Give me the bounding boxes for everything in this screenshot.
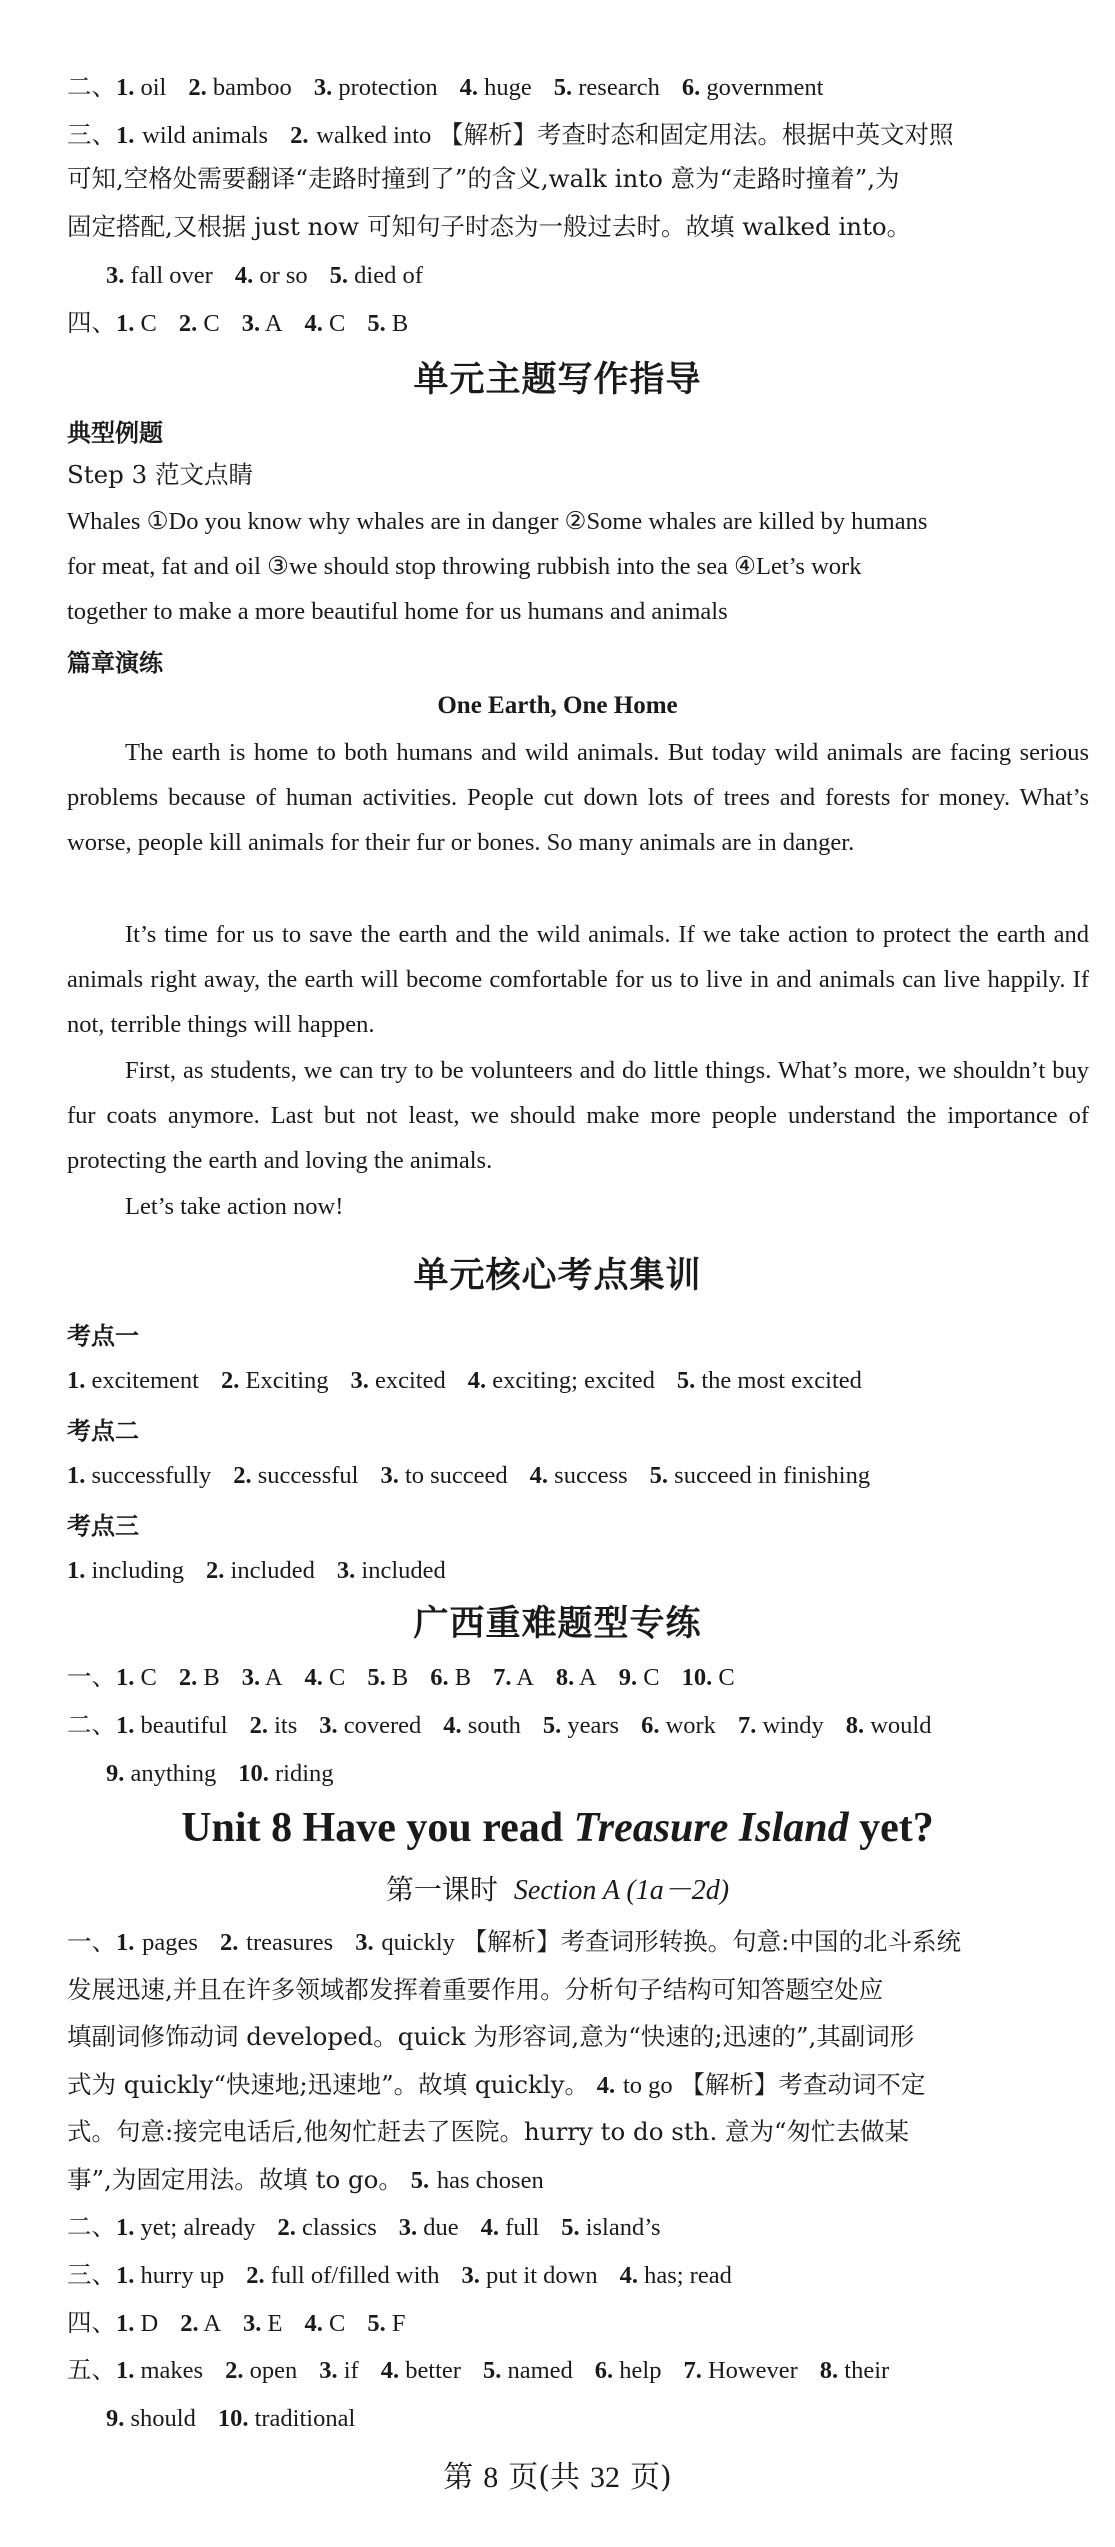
answer-item <box>319 2355 358 2384</box>
item-answer: C <box>322 310 346 337</box>
item-number: 4. <box>304 1664 323 1691</box>
item-number: 1. <box>116 2310 135 2337</box>
item-answer: hurry up <box>134 2262 225 2289</box>
answer-item <box>67 1555 184 1584</box>
example-line: for meat, fat and oil ③we should stop throwing rubbish into the sea ④Let’s work <box>67 553 862 580</box>
answer-item <box>399 2212 459 2241</box>
answer-item <box>543 1710 619 1739</box>
answer-item <box>683 2355 797 2384</box>
item-answer: died of <box>348 262 423 289</box>
item-number: 1. <box>67 1557 86 1584</box>
answer-item <box>305 2308 346 2337</box>
answer-list <box>116 1662 757 1691</box>
item-answer: classics <box>295 2214 377 2241</box>
item-number: 7. <box>737 1712 757 1739</box>
item-answer: D <box>134 2310 159 2337</box>
item-number: 4. <box>234 262 254 289</box>
answer-list <box>67 1365 884 1394</box>
item-answer: B <box>448 1664 472 1691</box>
explanation-line: 发展迅速,并且在许多领域都发挥着重要作用。分析句子结构可知答题空处应 <box>67 1975 884 2004</box>
item-answer: put it down <box>479 2262 598 2289</box>
answer-item <box>381 2355 461 2384</box>
item-answer: B <box>385 1664 409 1691</box>
item-number: 5. <box>676 1367 696 1394</box>
item-number: 3. <box>461 2262 480 2289</box>
answer-item <box>243 2308 282 2337</box>
answer-item <box>461 2260 597 2289</box>
item-number: 3. <box>336 1557 356 1584</box>
item-answer: excitement <box>85 1367 199 1394</box>
answer-row-san-2 <box>106 258 1115 293</box>
example-line: together to make a more beautiful home for us humans and animals <box>67 598 728 625</box>
item-answer: included <box>224 1557 315 1584</box>
answer-item <box>235 260 308 289</box>
item-answer: named <box>501 2357 573 2384</box>
item-number: 5. <box>367 2310 386 2337</box>
item-answer: protection <box>332 74 438 101</box>
answer-item <box>380 1460 507 1489</box>
item-number: 3. <box>313 74 333 101</box>
item-number: 1. <box>116 74 135 101</box>
point-3-answers <box>67 1553 1087 1588</box>
item-answer: covered <box>337 1712 422 1739</box>
page-footer: 第 8 页(共 32 页) <box>443 2460 672 2495</box>
item-number: 1. <box>116 310 135 337</box>
label-point-3: 考点三 <box>67 1512 139 1540</box>
item-answer: has; read <box>637 2262 732 2289</box>
item-answer: if <box>337 2357 359 2384</box>
answer-list <box>116 2260 754 2289</box>
item-answer: A <box>574 1664 597 1691</box>
item-number: 3. <box>106 262 125 289</box>
item-answer: help <box>613 2357 662 2384</box>
item-number: 5. <box>367 1664 386 1691</box>
answer-item <box>483 2355 573 2384</box>
label-typical: 典型例题 <box>67 419 163 447</box>
answer-item <box>238 1758 333 1787</box>
answer-item <box>314 72 438 101</box>
guangxi-row-er: 二、1. beautiful 2. its 3. covered 4. south 5. years 6. work 7. windy 8. would <box>67 1708 1087 1743</box>
answer-item <box>106 260 213 289</box>
answer-item <box>554 72 660 101</box>
item-answer: open <box>243 2357 298 2384</box>
item-number: 2. <box>178 1664 198 1691</box>
guangxi-row-yi: 一、1. C 2. B 3. A 4. C 5. B 6. B 7. A 8. A 9. C 10. C <box>67 1660 1087 1695</box>
item-answer: Exciting <box>239 1367 329 1394</box>
item-number: 9. <box>106 1760 125 1787</box>
item-number: 5. <box>561 2214 580 2241</box>
answer-item <box>846 1710 932 1739</box>
answer-item <box>620 2260 732 2289</box>
item-number: 2. <box>249 1712 268 1739</box>
item-number: 6. <box>594 2357 614 2384</box>
item-answer: C <box>712 1664 735 1691</box>
item-number: 4. <box>443 1712 462 1739</box>
answer-row-er: 二、1. oil 2. bamboo 3. protection 4. huge 5. research 6. government <box>67 70 1087 105</box>
item-answer: island’s <box>579 2214 661 2241</box>
item-answer: included <box>355 1557 446 1584</box>
item-number: 6. <box>681 74 701 101</box>
answer-list <box>106 260 445 289</box>
answer-list <box>116 1710 953 1739</box>
answer-list <box>106 2403 377 2432</box>
item-number: 3. <box>398 2214 418 2241</box>
book-title: Treasure Island <box>573 1805 849 1851</box>
label-point-1: 考点一 <box>67 1322 139 1350</box>
item-number: 4. <box>529 1462 549 1489</box>
item-number: 4. <box>459 74 479 101</box>
answer-list <box>116 2308 428 2337</box>
answer-item <box>319 1710 421 1739</box>
answer-item <box>619 1662 660 1691</box>
answer-list <box>116 2355 911 2384</box>
item-number: 5. <box>367 310 386 337</box>
explanation-line: 式为 quickly“快速地;迅速地”。故填 quickly。 4. to go 【解析】考查动词不定 <box>67 2070 926 2099</box>
answer-item <box>820 2355 889 2384</box>
point-1-answers <box>67 1363 1087 1398</box>
answer-item <box>556 1662 597 1691</box>
item-number: 3. <box>380 1462 399 1489</box>
answer-list <box>116 308 430 337</box>
essay-paragraph-2: It’s time for us to save the earth and the wild animals. If we take action to protect the earth and animals right away, the earth will become comfortable for us to live in and animals can live happily. If not, terrible things will happen. <box>67 921 1089 1038</box>
item-answer: successfully <box>85 1462 212 1489</box>
item-number: 1. <box>67 1462 86 1489</box>
section-heading-writing: 单元主题写作指导 <box>413 360 702 400</box>
item-number: 4. <box>619 2262 638 2289</box>
essay-title: One Earth, One Home <box>437 692 678 719</box>
item-answer: succeed in finishing <box>668 1462 871 1489</box>
answer-list <box>67 1555 468 1584</box>
item-number: 4. <box>380 2357 400 2384</box>
explanation-line: 可知,空格处需要翻译“走路时撞到了”的含义,walk into 意为“走路时撞着”,为 <box>67 164 900 193</box>
answer-item <box>67 1460 211 1489</box>
answer-item <box>337 1555 446 1584</box>
answer-item <box>67 1365 199 1394</box>
item-answer: C <box>322 1664 346 1691</box>
item-answer: government <box>700 74 824 101</box>
answer-item <box>677 1365 862 1394</box>
item-number: 10. <box>217 2405 249 2432</box>
item-answer: However <box>701 2357 798 2384</box>
item-answer: the most excited <box>695 1367 862 1394</box>
item-answer: A <box>260 310 283 337</box>
answer-item <box>460 72 532 101</box>
answer-item <box>116 72 166 101</box>
answer-item <box>682 1662 735 1691</box>
item-answer: C <box>637 1664 660 1691</box>
answer-item <box>242 308 283 337</box>
item-answer: success <box>548 1462 628 1489</box>
item-answer: exciting; excited <box>486 1367 655 1394</box>
item-answer: makes <box>134 2357 204 2384</box>
answer-item <box>250 1710 298 1739</box>
unit8-row-yi: 一、1. pages 2. treasures 3. quickly 【解析】考查词形转换。句意:中国的北斗系统 <box>67 1927 961 1956</box>
answer-item <box>180 2308 221 2337</box>
answer-item <box>443 1710 521 1739</box>
item-answer: C <box>134 1664 157 1691</box>
item-number: 8. <box>819 2357 839 2384</box>
item-answer: A <box>511 1664 534 1691</box>
answer-item <box>493 1662 534 1691</box>
item-number: 10. <box>238 1760 269 1787</box>
item-answer: successful <box>251 1462 359 1489</box>
answer-item <box>106 2403 196 2432</box>
answer-item <box>116 2308 158 2337</box>
answer-item <box>305 308 346 337</box>
item-number: 5. <box>649 1462 669 1489</box>
item-number: 6. <box>641 1712 660 1739</box>
answer-item <box>561 2212 660 2241</box>
item-answer: A <box>260 1664 283 1691</box>
answer-item <box>430 1662 471 1691</box>
answer-item <box>650 1460 870 1489</box>
item-answer: would <box>864 1712 932 1739</box>
item-number: 6. <box>430 1664 449 1691</box>
explanation-line: 固定搭配,又根据 just now 可知句子时态为一般过去时。故填 walked into。 <box>67 212 912 241</box>
item-answer: full <box>499 2214 540 2241</box>
unit-title: Unit 8 Have you read Treasure Island yet? <box>181 1805 934 1851</box>
item-number: 3. <box>241 1664 261 1691</box>
answer-item <box>116 1710 228 1739</box>
answer-item <box>641 1710 716 1739</box>
item-answer: oil <box>134 74 167 101</box>
item-number: 8. <box>845 1712 865 1739</box>
item-answer: B <box>197 1664 220 1691</box>
page-total: 32 <box>590 2461 620 2494</box>
answer-item <box>188 72 291 101</box>
answer-list <box>67 1460 892 1489</box>
item-number: 4. <box>480 2214 500 2241</box>
answer-item <box>367 2308 405 2337</box>
item-number: 4. <box>304 2310 323 2337</box>
essay-paragraph-3: First, as students, we can try to be volunteers and do little things. What’s more, we shouldn’t buy fur coats anymore. Last but not least, we should make more people understand the importance of protecting the earth and loving the animals. <box>67 1057 1089 1174</box>
item-number: 2. <box>246 2262 265 2289</box>
item-number: 1. <box>116 2357 135 2384</box>
item-number: 1. <box>116 1664 135 1691</box>
answer-item <box>595 2355 662 2384</box>
essay-paragraph-1: The earth is home to both humans and wild animals. But today wild animals are facing serious problems because of human activities. People cut down lots of trees and forests for money. What’s worse, people kill animals for their fur or bones. So many animals are in danger. <box>67 739 1089 856</box>
item-answer: including <box>85 1557 185 1584</box>
answer-item <box>468 1365 655 1394</box>
essay-paragraph-4: Let’s take action now! <box>125 1193 344 1220</box>
item-number: 2. <box>178 310 198 337</box>
item-answer: C <box>322 2310 346 2337</box>
explanation-line: 填副词修饰动词 developed。quick 为形容词,意为“快速的;迅速的”,其副词形 <box>67 2022 915 2051</box>
item-number: 2. <box>233 1462 252 1489</box>
item-answer: beautiful <box>134 1712 228 1739</box>
item-number: 1. <box>116 1712 135 1739</box>
item-number: 1. <box>67 1367 86 1394</box>
item-number: 3. <box>319 1712 338 1739</box>
item-answer: years <box>561 1712 620 1739</box>
answer-list <box>106 1758 356 1787</box>
item-answer: research <box>572 74 660 101</box>
answer-item <box>116 2355 203 2384</box>
answer-item <box>530 1460 628 1489</box>
item-answer: its <box>267 1712 298 1739</box>
example-line: Whales ①Do you know why whales are in danger ②Some whales are killed by humans <box>67 508 928 535</box>
item-answer: yet; already <box>134 2214 256 2241</box>
item-answer: due <box>417 2214 459 2241</box>
answer-item <box>116 308 157 337</box>
step-label: Step 3 范文点睛 <box>67 460 253 489</box>
item-number: 2. <box>180 2310 199 2337</box>
explanation-line: 事”,为固定用法。故填 to go。 5. has chosen <box>67 2165 544 2194</box>
answer-list <box>116 72 845 101</box>
answer-item <box>367 1662 408 1691</box>
item-number: 2. <box>206 1557 225 1584</box>
item-number: 7. <box>683 2357 702 2384</box>
item-answer: A <box>198 2310 222 2337</box>
answer-item <box>367 308 408 337</box>
answer-item <box>106 1758 216 1787</box>
explanation-line: 式。句意:接完电话后,他匆忙赶去了医院。hurry to do sth. 意为“匆忙去做某 <box>67 2117 910 2146</box>
item-answer: F <box>385 2310 406 2337</box>
explanation: 【解析】考查时态和固定用法。根据中英文对照 <box>439 120 954 149</box>
item-answer: their <box>838 2357 890 2384</box>
guangxi-row-er-2 <box>106 1756 1115 1791</box>
item-answer: bamboo <box>206 74 292 101</box>
item-answer: C <box>134 310 157 337</box>
item-number: 2. <box>277 2214 296 2241</box>
answer-item <box>233 1460 358 1489</box>
label-point-2: 考点二 <box>67 1417 139 1445</box>
explanation: 【解析】考查词形转换。句意:中国的北斗系统 <box>462 1927 961 1956</box>
item-answer: should <box>124 2405 196 2432</box>
item-number: 4. <box>304 310 323 337</box>
item-answer: B <box>385 310 409 337</box>
item-answer: C <box>197 310 220 337</box>
answer-item <box>225 2355 297 2384</box>
answer-item <box>116 1662 157 1691</box>
item-number: 4. <box>467 1367 487 1394</box>
item-answer: south <box>461 1712 521 1739</box>
item-number: 5. <box>553 74 573 101</box>
answer-list <box>116 2212 683 2241</box>
item-number: 9. <box>106 2405 125 2432</box>
answer-item <box>305 1662 346 1691</box>
answer-item <box>351 1365 446 1394</box>
item-answer: riding <box>268 1760 334 1787</box>
label-practice: 篇章演练 <box>67 649 163 677</box>
answer-item <box>116 2260 224 2289</box>
unit8-row-si: 四、1. D 2. A 3. E 4. C 5. F <box>67 2306 1087 2341</box>
answer-item <box>242 1662 283 1691</box>
section-heading-core: 单元核心考点集训 <box>413 1256 702 1296</box>
item-number: 3. <box>243 2310 262 2337</box>
item-number: 3. <box>319 2357 338 2384</box>
lesson-subheading: 第一课时 Section A (1a－2d) <box>385 1873 730 1906</box>
item-number: 1. <box>116 2214 135 2241</box>
item-answer: better <box>399 2357 461 2384</box>
answer-item <box>179 308 220 337</box>
item-number: 1. <box>116 2262 135 2289</box>
item-number: 2. <box>225 2357 244 2384</box>
item-answer: excited <box>368 1367 446 1394</box>
item-answer: work <box>659 1712 716 1739</box>
item-number: 5. <box>482 2357 502 2384</box>
item-number: 7. <box>493 1664 512 1691</box>
item-answer: huge <box>478 74 532 101</box>
answer-item <box>218 2403 355 2432</box>
item-number: 5. <box>542 1712 562 1739</box>
answer-item <box>330 260 423 289</box>
answer-item <box>277 2212 376 2241</box>
item-answer: fall over <box>124 262 213 289</box>
answer-row-si: 四、1. C 2. C 3. A 4. C 5. B <box>67 306 1087 341</box>
answer-row-san: 三、1. wild animals 2. walked into 【解析】考查时态和固定用法。根据中英文对照 <box>67 120 954 149</box>
answer-item <box>179 1662 220 1691</box>
item-number: 3. <box>350 1367 369 1394</box>
item-number: 10. <box>681 1664 713 1691</box>
unit8-row-san: 三、1. hurry up 2. full of/filled with 3. put it down 4. has; read <box>67 2258 1087 2293</box>
unit8-row-er: 二、1. yet; already 2. classics 3. due 4. full 5. island’s <box>67 2210 1087 2245</box>
unit8-row-wu: 五、1. makes 2. open 3. if 4. better 5. named 6. help 7. However 8. their <box>67 2353 1087 2388</box>
item-answer: anything <box>124 1760 217 1787</box>
item-number: 2. <box>220 1367 240 1394</box>
unit8-row-wu-2 <box>106 2401 1115 2436</box>
item-answer: to succeed <box>398 1462 508 1489</box>
answer-item <box>206 1555 315 1584</box>
item-answer: traditional <box>248 2405 356 2432</box>
item-answer: full of/filled with <box>264 2262 440 2289</box>
point-2-answers <box>67 1458 1087 1493</box>
answer-item <box>682 72 824 101</box>
item-number: 2. <box>188 74 207 101</box>
answer-item <box>246 2260 439 2289</box>
answer-item <box>481 2212 540 2241</box>
item-number: 3. <box>241 310 261 337</box>
answer-item <box>221 1365 329 1394</box>
item-number: 9. <box>618 1664 638 1691</box>
item-number: 8. <box>555 1664 575 1691</box>
item-number: 5. <box>329 262 349 289</box>
answer-item <box>116 2212 255 2241</box>
item-answer: or so <box>253 262 308 289</box>
section-heading-guangxi: 广西重难题型专练 <box>413 1604 702 1644</box>
item-answer: windy <box>756 1712 824 1739</box>
answer-item <box>738 1710 824 1739</box>
item-answer: E <box>261 2310 283 2337</box>
page-number: 8 <box>483 2461 499 2494</box>
